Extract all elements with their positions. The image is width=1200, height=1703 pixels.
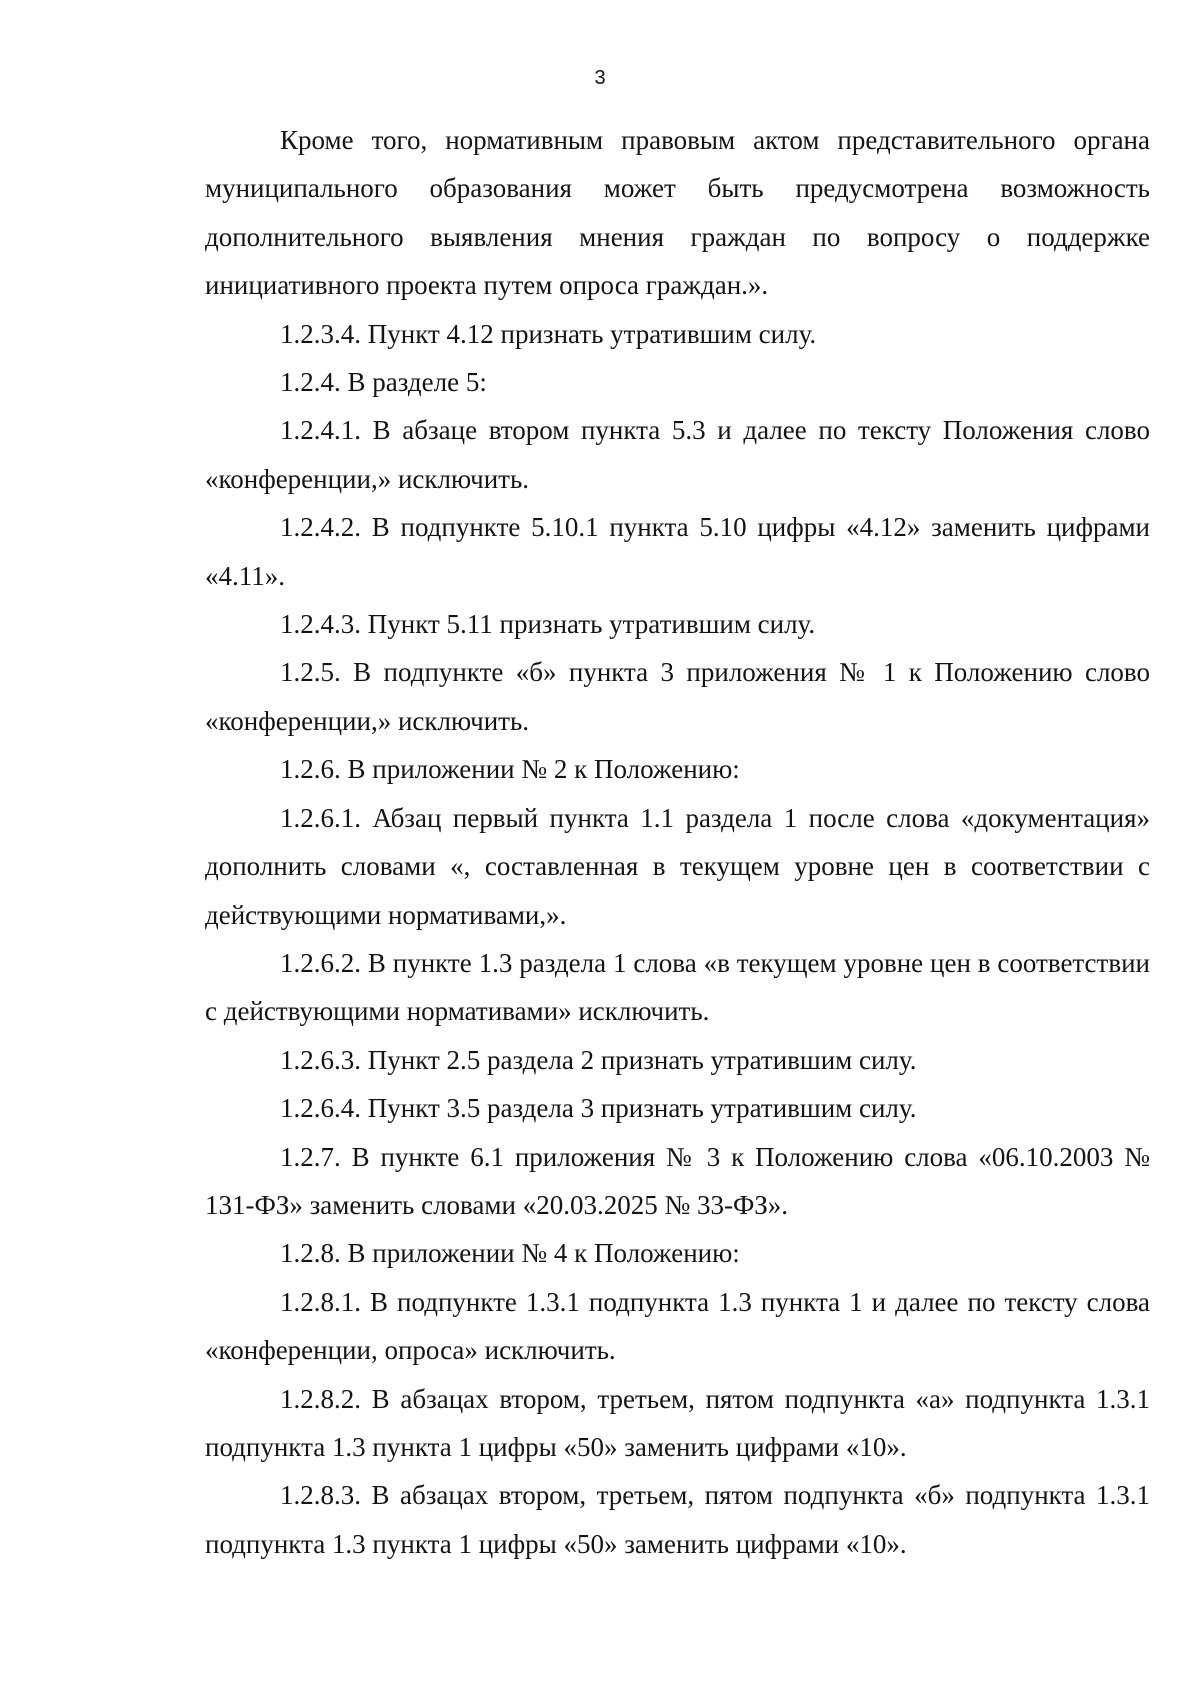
paragraph-1-2-7: 1.2.7. В пункте 6.1 приложения № 3 к Положению слова «06.10.2003 № 131-ФЗ» заменить словами «20.03.2025 № 33-ФЗ». [205, 1141, 1150, 1220]
paragraph-1-2-8: 1.2.8. В приложении № 4 к Положению: [280, 1238, 740, 1269]
paragraph-1-2-6: 1.2.6. В приложении № 2 к Положению: [280, 754, 740, 785]
paragraph-intro: Кроме того, нормативным правовым актом представительного органа муниципального образования может быть предусмотрена возможность дополнительного выявления мнения граждан по вопросу о поддержке инициативного проекта путем опроса граждан.». [205, 125, 1150, 301]
paragraph-1-2-8-1: 1.2.8.1. В подпункте 1.3.1 подпункта 1.3 пункта 1 и далее по тексту слова «конференции, опроса» исключить. [205, 1286, 1150, 1366]
paragraph-1-2-8-2: 1.2.8.2. В абзацах втором, третьем, пятом подпункта «а» подпункта 1.3.1 подпункта 1.3 пункта 1 цифры «50» заменить цифрами «10». [205, 1383, 1150, 1462]
paragraph-1-2-6-4: 1.2.6.4. Пункт 3.5 раздела 3 признать утратившим силу. [280, 1093, 917, 1124]
paragraph-1-2-6-1: 1.2.6.1. Абзац первый пункта 1.1 раздела 1 после слова «документация» дополнить словами «, составленная в текущем уровне цен в соответствии с действующими нормативами,». [205, 802, 1150, 930]
paragraph-1-2-4-1: 1.2.4.1. В абзаце втором пункта 5.3 и далее по тексту Положения слово «конференции,» исключить. [205, 415, 1150, 494]
paragraph-1-2-3-4: 1.2.3.4. Пункт 4.12 признать утратившим силу. [280, 318, 817, 349]
document-body [205, 116, 1150, 1568]
paragraph-1-2-4-2: 1.2.4.2. В подпункте 5.10.1 пункта 5.10 цифры «4.12» заменить цифрами «4.11». [205, 512, 1150, 591]
paragraph-1-2-5: 1.2.5. В подпункте «б» пункта 3 приложения № 1 к Положению слово «конференции,» исключить. [205, 657, 1150, 736]
page-number: 3 [594, 67, 606, 89]
paragraph-1-2-4: 1.2.4. В разделе 5: [280, 367, 487, 398]
paragraph-1-2-8-3: 1.2.8.3. В абзацах втором, третьем, пятом подпункта «б» подпункта 1.3.1 подпункта 1.3 пункта 1 цифры «50» заменить цифрами «10». [205, 1480, 1150, 1559]
paragraph-1-2-6-2: 1.2.6.2. В пункте 1.3 раздела 1 слова «в текущем уровне цен в соответствии с действующими нормативами» исключить. [205, 947, 1150, 1027]
paragraph-1-2-6-3: 1.2.6.3. Пункт 2.5 раздела 2 признать утратившим силу. [280, 1044, 917, 1075]
paragraph-1-2-4-3: 1.2.4.3. Пункт 5.11 признать утратившим силу. [280, 609, 816, 640]
